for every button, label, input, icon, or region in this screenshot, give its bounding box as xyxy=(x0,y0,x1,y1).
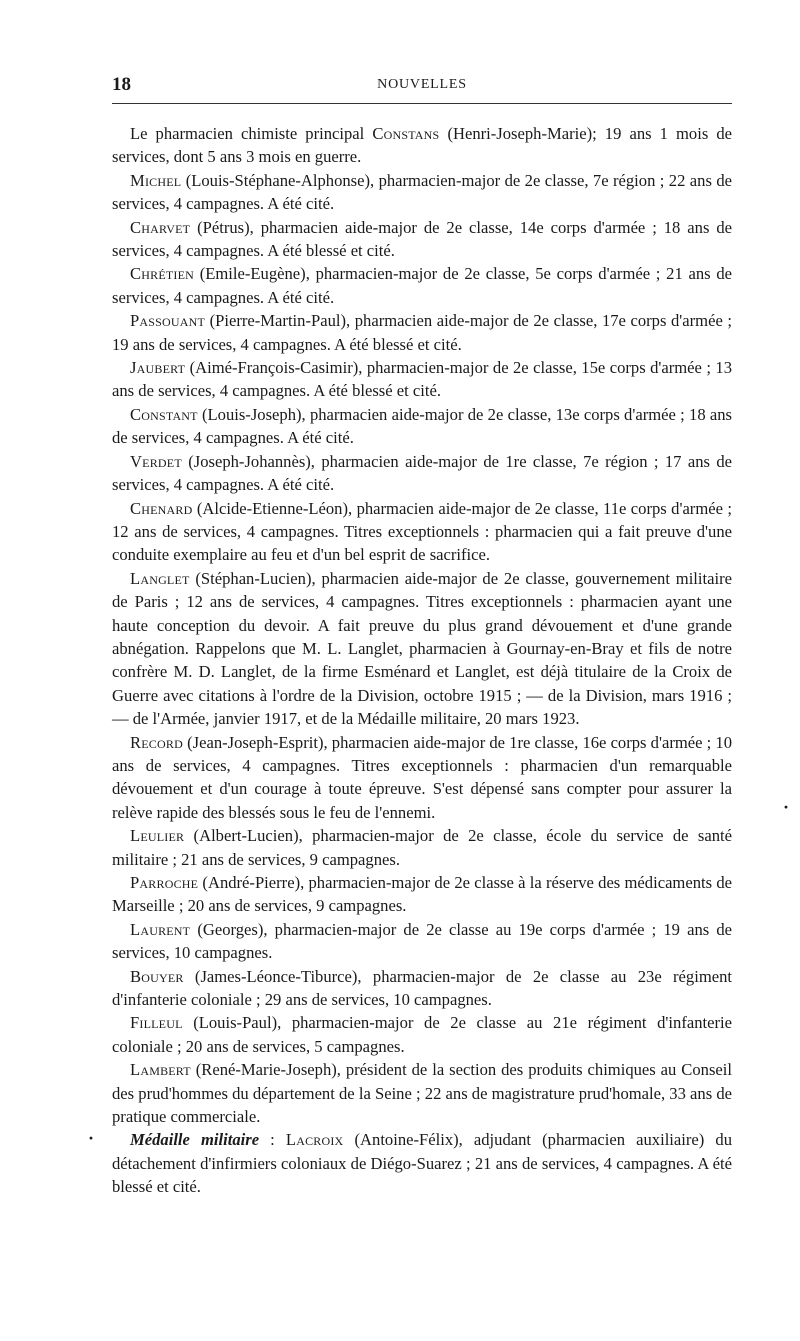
person-name: Verdet xyxy=(130,451,182,471)
page-number: 18 xyxy=(112,74,131,95)
entry-lambert: Lambert (René-Marie-Joseph), président de la section des produits chimiques au Conseil des prud'hommes du département de la Seine ; 22 ans de magistrature prud'homale, 33 ans de pratique commerciale. xyxy=(112,1060,732,1127)
entry-charvet: Charvet (Pétrus), pharmacien aide-major de 2e classe, 14e corps d'armée ; 18 ans de services, 4 campagnes. A été blessé et cité. xyxy=(112,217,732,261)
entry-filleul: Filleul (Louis-Paul), pharmacien-major de 2e classe au 21e régiment d'infanterie coloniale ; 20 ans de services, 5 campagnes. xyxy=(112,1013,732,1056)
entry-parroche: Parroche (André-Pierre), pharmacien-major de 2e classe à la réserve des médicaments de Marseille ; 20 ans de services, 9 campagnes. xyxy=(112,873,732,916)
person-name: Charvet xyxy=(130,217,191,237)
running-title: NOUVELLES xyxy=(377,77,467,92)
person-name: Laurent xyxy=(130,919,191,939)
medal-label: Médaille militaire xyxy=(130,1130,260,1150)
page-header xyxy=(112,70,732,100)
entry-verdet: Verdet (Joseph-Johannès), pharmacien aide-major de 1re classe, 7e région ; 17 ans de services, 4 campagnes. A été cité. xyxy=(112,451,732,495)
margin-dot: · xyxy=(88,1128,95,1148)
entry-leulier: Leulier (Albert-Lucien), pharmacien-major de 2e classe, école du service de santé militaire ; 21 ans de services, 9 campagnes. xyxy=(112,826,732,869)
person-name: Parroche xyxy=(130,873,199,892)
entry-passouant: Passouant (Pierre-Martin-Paul), pharmacien aide-major de 2e classe, 17e corps d'armée ; 19 ans de services, 4 campagnes. A été blessé et cité. xyxy=(112,311,732,354)
entry-chenard: Chenard (Alcide-Etienne-Léon), pharmacien aide-major de 2e classe, 11e corps d'armée ; 12 ans de services, 4 campagnes. Titres exceptionnels : pharmacien qui a fait preuve d'une conduite exemplaire au feu et d'un bel esprit de sacrifice. xyxy=(112,498,732,565)
person-name: Bouyer xyxy=(130,966,184,986)
person-name: Michel xyxy=(130,170,182,190)
person-name: Lacroix xyxy=(285,1130,344,1150)
person-name: Jaubert xyxy=(130,358,186,378)
person-name: Langlet xyxy=(130,568,190,588)
header-divider xyxy=(112,103,732,104)
entry-laurent: Laurent (Georges), pharmacien-major de 2e classe au 19e corps d'armée ; 19 ans de services, 10 campagnes. xyxy=(112,919,732,963)
entry-michel: Michel (Louis-Stéphane-Alphonse), pharmacien-major de 2e classe, 7e région ; 22 ans de services, 4 campagnes. A été cité. xyxy=(112,170,732,214)
person-name: Constant xyxy=(130,404,198,424)
entry-constant: Constant (Louis-Joseph), pharmacien aide-major de 2e classe, 13e corps d'armée ; 18 ans de services, 4 campagnes. A été cité. xyxy=(112,404,732,448)
margin-dot: · xyxy=(783,797,790,817)
entry-bouyer: Bouyer (James-Léonce-Tiburce), pharmacien-major de 2e classe au 23e régiment d'infanterie coloniale ; 29 ans de services, 10 campagnes. xyxy=(112,966,732,1010)
entry-langlet: Langlet (Stéphan-Lucien), pharmacien aide-major de 2e classe, gouvernement militaire de Paris ; 12 ans de services, 4 campagnes. Titres exceptionnels : pharmacien ayant une haute conception du devoir. A fait preuve du plus grand dévouement et d'une grande abnégation. Rappelons que M. L. Langlet, pharmacien à Gournay-en-Bray et fils de notre confrère M. D. Langlet, de la firme Esménard et Langlet, est déjà titulaire de la Croix de Guerre avec citations à l'ordre de la Division, octobre 1915 ; — de la Division, mars 1916 ; — de l'Armée, janvier 1917, et de la Médaille militaire, 20 mars 1923. xyxy=(112,568,732,729)
person-name: Chenard xyxy=(130,498,193,518)
entry-constans: Le pharmacien chimiste principal Constans (Henri-Joseph-Marie); 19 ans 1 mois de services, dont 5 ans 3 mois en guerre. xyxy=(112,124,732,167)
person-name: Leulier xyxy=(130,826,185,846)
person-name: Chrétien xyxy=(130,264,194,284)
entry-record: Record (Jean-Joseph-Esprit), pharmacien aide-major de 1re classe, 16e corps d'armée ; 10 ans de services, 4 campagnes. Titres exceptionnels : pharmacien d'un remarquable dévouement et d'un courage à toute épreuve. S'est dépensé sans compter pour assurer la relève rapide des blessés sous le feu de l'ennemi. xyxy=(112,732,732,822)
article-body xyxy=(112,122,732,1199)
entry-lacroix: Médaille militaire : Lacroix (Antoine-Félix), adjudant (pharmacien auxiliaire) du détachement d'infirmiers coloniaux de Diégo-Suarez ; 21 ans de services, 4 campagnes. A été blessé et cité. xyxy=(112,1130,732,1197)
person-name: Lambert xyxy=(130,1060,191,1080)
entry-chretien: Chrétien (Emile-Eugène), pharmacien-major de 2e classe, 5e corps d'armée ; 21 ans de services, 4 campagnes. A été cité. xyxy=(112,264,732,307)
person-name: Passouant xyxy=(130,311,206,331)
person-name: Filleul xyxy=(130,1013,183,1033)
entry-jaubert: Jaubert (Aimé-François-Casimir), pharmacien-major de 2e classe, 15e corps d'armée ; 13 ans de services, 4 campagnes. A été blessé et cité. xyxy=(112,358,732,401)
person-name: Record xyxy=(130,732,183,752)
person-name: Constans xyxy=(372,124,440,143)
